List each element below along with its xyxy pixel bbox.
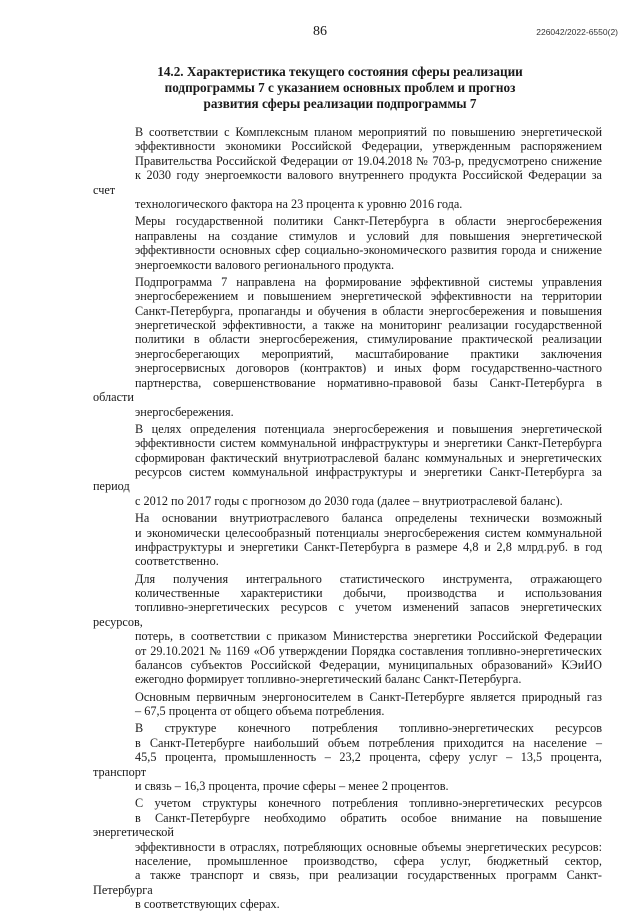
text-line: эффективности в отраслях, потребляющих основные объемы энергетических ресурсов: xyxy=(135,839,602,854)
text-line: и экономически целесообразный потенциалы энергосбережения систем коммунальной xyxy=(135,525,602,540)
text-line: 45,5 процента, промышленность – 23,2 процента, сферу услуг – 13,5 процента, транспорт xyxy=(93,750,602,779)
text-line: соответственно. xyxy=(135,554,219,569)
paragraph xyxy=(93,125,602,211)
text-line: энергосервисных договоров (контрактов) и иных форм государственно-частного xyxy=(135,361,602,376)
title-line: развития сферы реализации подпрограммы 7 xyxy=(203,96,477,111)
text-line: Для получения интегрального статистического инструмента, отражающего xyxy=(135,571,602,586)
paragraph xyxy=(93,422,602,508)
text-line: от 29.10.2021 № 1169 «Об утверждении Порядка составления топливно-энергетических xyxy=(135,643,602,658)
text-line: энергетической эффективности, а также на мониторинг реализации государственной xyxy=(135,318,602,333)
text-line: в соответствующих сферах. xyxy=(135,897,280,912)
text-line: На основании внутриотраслевого баланса определены технически возможный xyxy=(135,511,602,526)
text-line: потерь, в соответствии с приказом Министерства энергетики Российской Федерации xyxy=(135,629,602,644)
text-line: энергосбережения. xyxy=(135,404,234,419)
text-line: эффективности систем коммунальной инфраструктуры и энергетики Санкт-Петербурга xyxy=(135,436,602,451)
text-line: в Санкт-Петербурге наибольший объем потребления приходится на население – xyxy=(135,735,602,750)
text-line: Подпрограмма 7 направлена на формирование эффективной системы управления xyxy=(135,274,602,289)
text-line: инфраструктуры и энергетики Санкт-Петербурга в размере 4,8 и 2,8 млрд.руб. в год xyxy=(135,539,602,554)
text-line: к 2030 году энергоемкости валового внутреннего продукта Российской Федерации за счет xyxy=(93,168,602,197)
text-line: Меры государственной политики Санкт-Петербурга в области энергосбережения xyxy=(135,214,602,229)
text-line: количественные характеристики добычи, производства и использования xyxy=(135,586,602,601)
paragraph xyxy=(93,796,602,911)
text-line: а также транспорт и связь, при реализации государственных программ Санкт-Петербурга xyxy=(93,868,602,897)
title-line: 14.2. Характеристика текущего состояния сферы реализации xyxy=(157,64,523,79)
text-line: направлены на создание стимулов и условий для повышения энергетической xyxy=(135,228,602,243)
text-line: топливно-энергетических ресурсов с учетом изменений запасов энергетических ресурсов, xyxy=(93,600,602,629)
text-line: балансов субъектов Российской Федерации, муниципальных образований» КЭиИО xyxy=(135,658,602,673)
text-line: сформирован фактический внутриотраслевой баланс коммунальных и энергетических xyxy=(135,450,602,465)
text-line: В соответствии с Комплексным планом мероприятий по повышению энергетической xyxy=(135,125,602,139)
text-line: Правительства Российской Федерации от 19.04.2018 № 703-р, предусмотрено снижение xyxy=(135,153,602,168)
text-line: партнерства, совершенствование нормативно-правовой базы Санкт-Петербурга в области xyxy=(93,375,602,405)
text-line: Санкт-Петербурга, пропаганды и обучения в области энергосбережения и повышения xyxy=(135,303,602,318)
text-line: В структуре конечного потребления топливно-энергетических ресурсов xyxy=(135,721,602,736)
text-line: эффективности экономики Российской Федерации, утвержденным распоряжением xyxy=(135,139,602,154)
text-line: С учетом структуры конечного потребления топливно-энергетических ресурсов xyxy=(135,796,602,811)
section-title xyxy=(80,64,600,112)
text-line: Основным первичным энергоносителем в Санкт-Петербурге является природный газ xyxy=(135,689,602,704)
text-line: ресурсов систем коммунальной инфраструктуры и энергетики Санкт-Петербурга за период xyxy=(93,465,602,494)
text-line: население, промышленное производство, сфера услуг, бюджетный сектор, xyxy=(135,854,602,869)
text-line: энергосберегающих мероприятий, масштабирование практики заключения xyxy=(135,346,602,361)
paragraph xyxy=(93,214,602,272)
text-line: энергоемкости валового регионального продукта. xyxy=(135,257,395,272)
paragraph xyxy=(93,511,602,569)
text-line: технологического фактора на 23 процента к уровню 2016 года. xyxy=(135,197,463,212)
text-line: в Санкт-Петербурге необходимо обратить особое внимание на повышение энергетической xyxy=(93,810,602,840)
text-line: ежегодно формирует топливно-энергетический баланс Санкт-Петербурга. xyxy=(135,672,522,687)
body-text xyxy=(93,125,602,915)
text-line: с 2012 по 2017 годы с прогнозом до 2030 года (далее – внутриотраслевой баланс). xyxy=(135,493,563,508)
text-line: – 67,5 процента от общего объема потребления. xyxy=(135,704,385,719)
text-line: В целях определения потенциала энергосбережения и повышения энергетической xyxy=(135,421,602,436)
paragraph xyxy=(93,721,602,793)
paragraph xyxy=(93,572,602,687)
text-line: энергосбережением и повышением энергетической эффективности на территории xyxy=(135,289,602,304)
paragraph xyxy=(93,275,602,419)
text-line: политики в области энергосбережения, стимулирование практической реализации xyxy=(135,332,602,347)
title-line: подпрограммы 7 с указанием основных проблем и прогноз xyxy=(164,80,516,95)
document-code: 226042/2022-6550(2) xyxy=(536,27,618,37)
page-number: 86 xyxy=(313,24,327,39)
text-line: эффективности основных сфер социально-экономического развития города и снижение xyxy=(135,243,602,258)
paragraph xyxy=(93,690,602,719)
text-line: и связь – 16,3 процента, прочие сферы – менее 2 процентов. xyxy=(135,779,449,794)
